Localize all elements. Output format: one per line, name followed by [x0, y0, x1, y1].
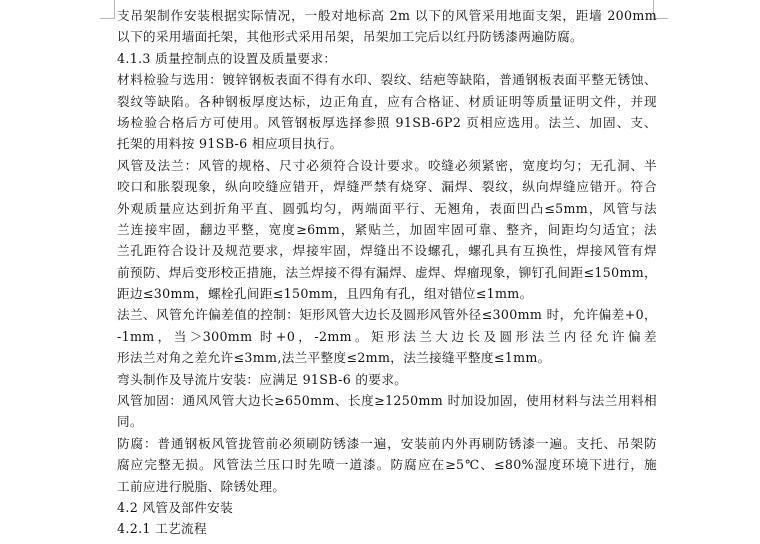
text-line: 风管及法兰：风管的规格、尺寸必须符合设计要求。咬缝必须紧密，宽度均匀；无孔洞、半	[117, 157, 657, 173]
text-line: 弯头制作及导流片安装：应满足 91SB-6 的要求。	[117, 371, 408, 387]
text-line: 咬口和胀裂现象，纵向咬缝应错开，焊缝严禁有烧穿、漏焊、裂纹，纵向焊缝应错开。符合	[117, 179, 657, 195]
text-line: 支吊架制作安装根据实际情况，一般对地标高 2m 以下的风管采用地面支架，距墙 200mm	[117, 8, 657, 23]
text-line: 腐应完整无损。风管法兰压口时先喷一道漆。防腐应在≥5℃、≤80%湿度环境下进行，施	[117, 457, 657, 473]
text-line: 工前应进行脱脂、除锈处理。	[117, 478, 286, 494]
crop-mark-top-left	[100, 0, 115, 19]
document-body	[117, 5, 657, 540]
text-line: 托架的用料按 91SB-6 相应项目执行。	[117, 136, 343, 152]
text-line: 兰孔距符合设计及规范要求，焊接牢固，焊缝出不设螺孔，螺孔具有互换性，焊接风管有焊	[117, 243, 657, 259]
text-line: 4.2 风管及部件安装	[117, 499, 234, 515]
text-line: 同。	[117, 414, 143, 430]
text-line: 材料检验与选用：镀锌钢板表面不得有水印、裂纹、结疤等缺陷，普通钢板表面平整无锈蚀、	[117, 72, 657, 88]
text-line: 前预防、焊后变形校正措施，法兰焊接不得有漏焊、虚焊、焊瘤现象，铆钉孔间距≤150mm，	[117, 264, 657, 280]
text-line: 4.1.3 质量控制点的设置及质量要求：	[117, 50, 337, 66]
text-line: 裂纹等缺陷。各种钢板厚度达标，边正角直，应有合格证、材质证明等质量证明文件，并现	[117, 93, 657, 109]
text-line: 外观质量应达到折角平直、圆弧均匀，两端面平行、无翘角，表面凹凸≤5mm，风管与法	[117, 200, 657, 216]
text-line: 距边≤30mm，螺栓孔间距≤150mm，且四角有孔，组对错位≤1mm。	[117, 286, 533, 302]
text-line: 场检验合格后方可使用。风管钢板厚选择参照 91SB-6P2 页相应选用。法兰、加固、支、	[117, 114, 657, 130]
text-line: 以下的采用墙面托架，其他形式采用吊架，吊架加工完后以红丹防锈漆两遍防腐。	[117, 29, 583, 45]
text-line: 法兰、风管允许偏差值的控制：矩形风管大边长及圆形风管外径≤300mm 时，允许偏差+0，	[117, 307, 657, 323]
text-line: 4.2.1 工艺流程	[117, 521, 207, 537]
text-line: 防腐：普通钢板风管拢管前必须刷防锈漆一遍，安装前内外再刷防锈漆一遍。支托、吊架防	[117, 435, 657, 451]
text-line: -1mm，当＞300mm 时+0，-2mm。矩形法兰大边长及圆形法兰内径允许偏差	[117, 328, 657, 344]
text-line: 风管加固：通风风管大边长≥650mm、长度≥1250mm 时加设加固，使用材料与法兰用料相	[117, 393, 657, 409]
text-line: 形法兰对角之差允许≤3mm,法兰平整度≤2mm，法兰接缝平整度≤1mm。	[117, 350, 551, 366]
text-line: 兰连接牢固，翻边平整，宽度≥6mm，紧贴兰，加固牢固可靠、整齐，间距均匀适宜；法	[117, 221, 657, 237]
